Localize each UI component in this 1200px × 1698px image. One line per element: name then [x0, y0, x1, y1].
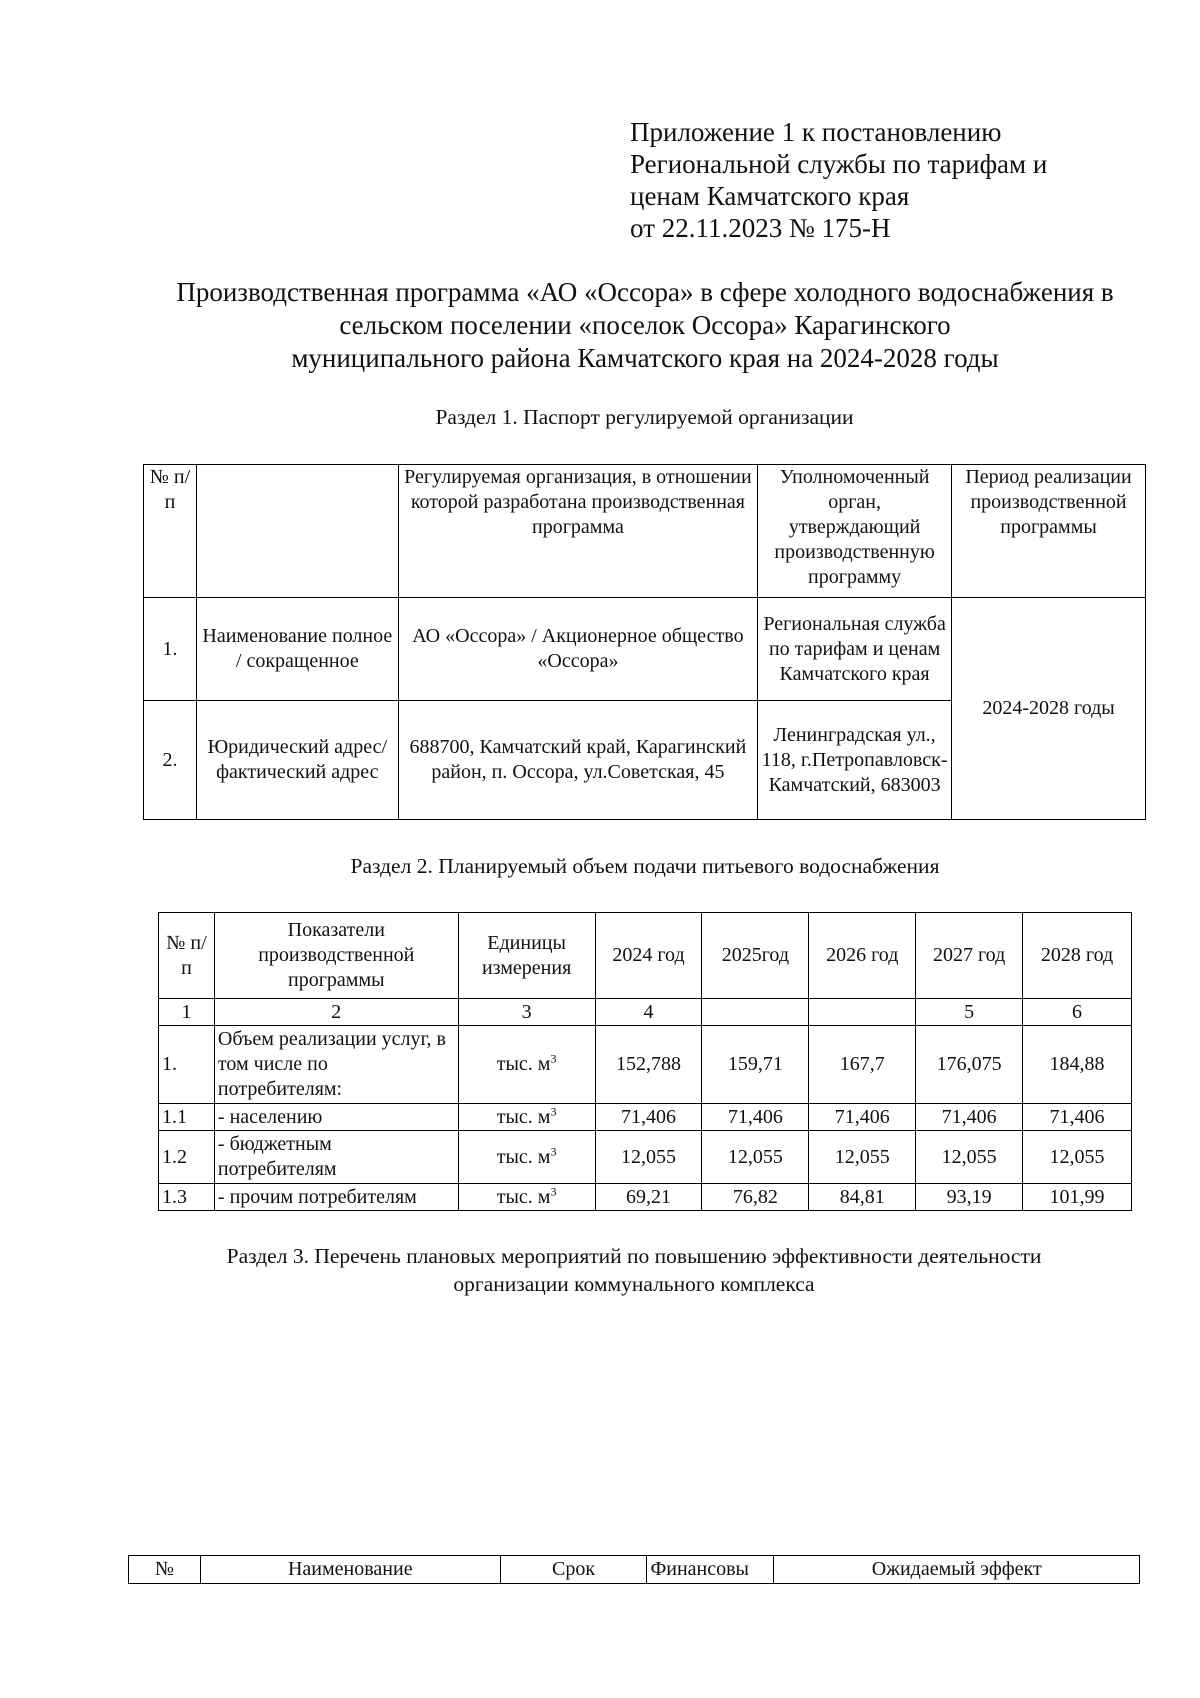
- col-header: Единицы измерения: [458, 913, 595, 999]
- header-org: Регулируемая организация, в отношении которой разработана производственная программа: [398, 465, 757, 598]
- row-authority: Ленинградская ул., 118, г.Петропавловск-Камчатский, 683003: [758, 701, 952, 820]
- row-unit: [458, 1184, 595, 1211]
- row-value: 69,21: [595, 1184, 702, 1211]
- title-line: муниципального района Камчатского края на 2024-2028 годы: [291, 343, 999, 373]
- row-num: 1.1: [159, 1104, 215, 1131]
- col-number: 3: [458, 999, 595, 1026]
- col-number: 5: [916, 999, 1023, 1026]
- volume-table: [158, 912, 1132, 1211]
- row-unit: [458, 1026, 595, 1104]
- row-num: 1.: [144, 598, 197, 701]
- row-label: Юридический адрес/фактический адрес: [196, 701, 398, 820]
- col-header: Показатели производственной программы: [214, 913, 458, 999]
- row-value: 71,406: [916, 1104, 1023, 1131]
- col-number: 2: [214, 999, 458, 1026]
- unit-text: тыс. м: [496, 1185, 551, 1208]
- approval-line: Региональной службы по тарифам и: [630, 149, 1048, 179]
- row-value: 71,406: [809, 1104, 916, 1131]
- unit-sup: 3: [550, 1183, 557, 1198]
- row-value: 176,075: [916, 1026, 1023, 1104]
- row-authority: Региональная служба по тарифам и ценам Камчатского края: [758, 598, 952, 701]
- header-empty: [196, 465, 398, 598]
- row-value: 12,055: [1023, 1131, 1132, 1184]
- row-num: 1.3: [159, 1184, 215, 1211]
- header-period: Период реализации производственной программы: [952, 465, 1146, 598]
- row-value: 12,055: [595, 1131, 702, 1184]
- col-number: 1: [159, 999, 215, 1026]
- row-value: 71,406: [702, 1104, 809, 1131]
- row-name: - бюджетным потребителям: [214, 1131, 458, 1184]
- unit-text: тыс. м: [496, 1105, 551, 1128]
- section2-title: Раздел 2. Планируемый объем подачи питьевого водоснабжения: [350, 854, 940, 878]
- row-value: 152,788: [595, 1026, 702, 1104]
- section3-title-line: организации коммунального комплекса: [453, 1272, 815, 1296]
- col-header: 2024 год: [595, 913, 702, 999]
- col-header: Срок: [500, 1556, 647, 1584]
- row-value: 12,055: [809, 1131, 916, 1184]
- unit-sup: 3: [550, 1143, 557, 1158]
- unit-sup: 3: [550, 1103, 557, 1118]
- col-header: № п/п: [159, 913, 215, 999]
- section3-title-line: Раздел 3. Перечень плановых мероприятий по повышению эффективности деятельности: [226, 1244, 1042, 1268]
- col-number: [809, 999, 916, 1026]
- passport-table: [143, 464, 1146, 820]
- section3-title: [128, 1242, 1140, 1298]
- unit-sup: 3: [550, 1051, 557, 1066]
- row-num: 1.: [159, 1026, 215, 1104]
- col-header: 2026 год: [809, 913, 916, 999]
- row-org: 688700, Камчатский край, Карагинский район, п. Оссора, ул.Советская, 45: [398, 701, 757, 820]
- title-line: Производственная программа «АО «Оссора» в сфере холодного водоснабжения в: [176, 277, 1114, 307]
- measures-table: [128, 1555, 1140, 1584]
- approval-line: от 22.11.2023 № 175-Н: [630, 213, 891, 243]
- row-org: АО «Оссора» / Акционерное общество «Оссора»: [398, 598, 757, 701]
- row-value: 93,19: [916, 1184, 1023, 1211]
- row-name: - прочим потребителям: [214, 1184, 458, 1211]
- row-value: 167,7: [809, 1026, 916, 1104]
- col-number: 6: [1023, 999, 1132, 1026]
- col-number: [702, 999, 809, 1026]
- header-num: № п/п: [144, 465, 197, 598]
- row-value: 76,82: [702, 1184, 809, 1211]
- row-num: 2.: [144, 701, 197, 820]
- row-unit: [458, 1131, 595, 1184]
- approval-line: ценам Камчатского края: [630, 181, 910, 211]
- header-authority: Уполномоченный орган, утверждающий производственную программу: [758, 465, 952, 598]
- approval-line: Приложение 1 к постановлению: [630, 117, 1002, 147]
- row-value: 12,055: [702, 1131, 809, 1184]
- unit-text: тыс. м: [496, 1053, 551, 1075]
- col-header: 2027 год: [916, 913, 1023, 999]
- row-name: Объем реализации услуг, в том числе по потребителям:: [214, 1026, 458, 1104]
- col-header: Финансовы: [647, 1556, 774, 1584]
- col-header: 2028 год: [1023, 913, 1132, 999]
- row-value: 71,406: [1023, 1104, 1132, 1131]
- row-value: 184,88: [1023, 1026, 1132, 1104]
- approval-block: [630, 116, 1047, 244]
- row-value: 12,055: [916, 1131, 1023, 1184]
- col-header: 2025год: [702, 913, 809, 999]
- row-label: Наименование полное / сокращенное: [196, 598, 398, 701]
- section1-title: Раздел 1. Паспорт регулируемой организации: [435, 405, 854, 429]
- document-title: [100, 276, 1190, 375]
- col-header: Наименование: [200, 1556, 500, 1584]
- unit-text: тыс. м: [496, 1145, 551, 1168]
- row-num: 1.2: [159, 1131, 215, 1184]
- row-value: 84,81: [809, 1184, 916, 1211]
- row-name: - населению: [214, 1104, 458, 1131]
- title-line: сельском поселении «поселок Оссора» Карагинского: [339, 310, 951, 340]
- row-value: 71,406: [595, 1104, 702, 1131]
- row-unit: [458, 1104, 595, 1131]
- col-header: Ожидаемый эффект: [774, 1556, 1140, 1584]
- col-header: №: [129, 1556, 201, 1584]
- col-number: 4: [595, 999, 702, 1026]
- row-value: 159,71: [702, 1026, 809, 1104]
- period-value: 2024-2028 годы: [952, 598, 1146, 820]
- row-value: 101,99: [1023, 1184, 1132, 1211]
